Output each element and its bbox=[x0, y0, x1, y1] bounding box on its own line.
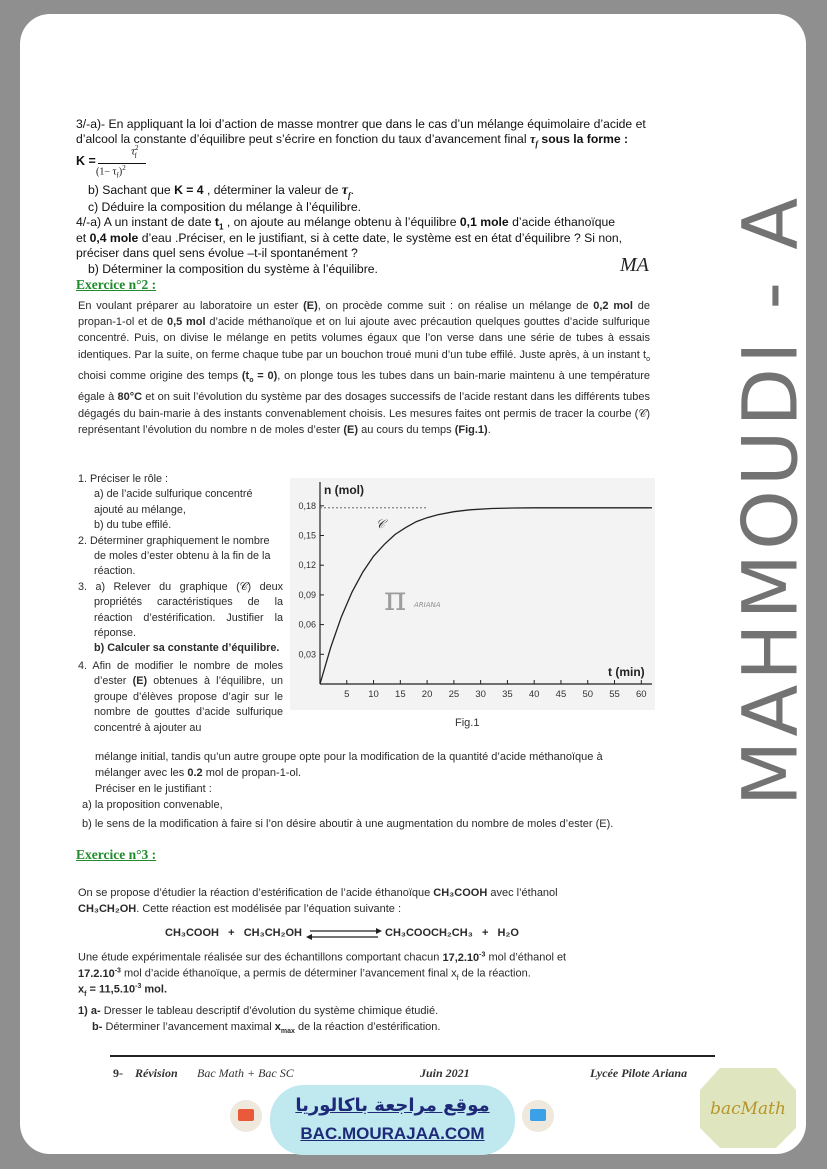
q4-justify: Préciser en le justifiant : bbox=[95, 783, 212, 795]
bacmath-badge-icon bbox=[698, 1066, 798, 1150]
q3b: b) Calculer sa constante d’équilibre. bbox=[94, 642, 280, 655]
footer-revision: Révision bbox=[135, 1066, 178, 1080]
x-tick-label: 25 bbox=[448, 689, 460, 700]
x-tick-label: 10 bbox=[368, 689, 379, 700]
k-numerator: $\tau^2_f$ bbox=[131, 144, 139, 160]
right-logo-icon bbox=[522, 1100, 554, 1132]
q1a: a) de l’acide sulfurique concentré ajouté au mélange, bbox=[94, 488, 253, 516]
exercise3-title: Exercice n°3 : bbox=[76, 847, 157, 862]
figure-label: Fig.1 bbox=[455, 717, 480, 729]
ex3-line2: CH₃CH₂OH. Cette réaction est modélisée par l’équation suivante : bbox=[78, 903, 402, 915]
k-denominator: $(1- \tau_f)^2$ bbox=[96, 164, 126, 180]
x-tick-label: 5 bbox=[344, 689, 350, 700]
q1b: b) du tube effilé. bbox=[94, 519, 172, 532]
q3a-line2: d’alcool la constante d’équilibre peut s’écrire en fonction du taux d’avancement final $\tau_f$ sous la forme : bbox=[76, 132, 629, 149]
ex3-line5: $x_f = 11,5.10^{-3}$ mol. bbox=[78, 983, 168, 998]
footer-line bbox=[110, 1055, 715, 1057]
q3a: 3. a) Relever du graphique (𝒞) deux propriétés caractéristiques de la réaction d’estérification. Justifier la réponse. bbox=[78, 580, 283, 640]
q4-continue-2: mélanger avec les 0.2 mol de propan-1-ol. bbox=[95, 767, 302, 779]
k-formula: K = bbox=[76, 154, 96, 168]
curve-label: 𝒞 bbox=[376, 517, 385, 531]
y-tick-label: 0,12 bbox=[298, 560, 316, 571]
y-tick-label: 0,03 bbox=[298, 649, 316, 660]
equation-right: CH₃COOCH₂CH₃ + H₂O bbox=[385, 927, 519, 939]
y-axis-label: n (mol) bbox=[324, 483, 364, 497]
exercise2-questions bbox=[78, 472, 283, 736]
signature-logo: MA bbox=[620, 254, 649, 276]
exercise2-title: Exercice n°2 : bbox=[76, 277, 157, 292]
y-tick-label: 0,09 bbox=[298, 589, 316, 600]
exercise2-paragraph: En voulant préparer au laboratoire un ester (E), on procède comme suit : on réalise un mélange de 0,2 mol de propan-1-ol et de 0,5 mol d’acide méthanoïque et on lui ajoute avec précaution quelques gouttes d’acide sulfurique concentré. Puis, on divise le mélange en petits volumes égaux que l’on verse dans une série de tubes à essais identiques. Par la suite, on ferme chaque tube par un bouchon troué muni d’un tube effilé. Juste après, à un instant $t_o$ choisi comme origine des temps $(t_o = 0)$, on plonge tous les tubes dans un bain-marie maintenu à une température égale à 80°C et on suit l’évolution du système par des dosages successifs de l’acide restant dans les différents tubes dégagés du bain-marie à des instants convenablement choisis. Les mesures faites ont permis de tracer la courbe (𝒞) représentant l’évolution du nombre n de moles d’ester (E) au cours du temps (Fig.1). bbox=[78, 300, 650, 436]
x-tick-label: 60 bbox=[636, 689, 647, 700]
left-logo-icon bbox=[230, 1100, 262, 1132]
q4a-line2: et 0,4 mole d’eau .Préciser, en le justifiant, si à cette date, le système est en état d’équilibre ? Si non, bbox=[76, 231, 623, 245]
footer-page-number: 9- bbox=[113, 1066, 123, 1080]
stamp-text: ARIANA bbox=[414, 601, 441, 609]
q3a-line1: 3/-a)- En appliquant la loi d’action de masse montrer que dans le cas d’un mélange équimolaire d’acide et bbox=[76, 117, 646, 131]
x-tick-label: 35 bbox=[502, 689, 513, 700]
ex3-q1a: 1) a- Dresser le tableau descriptif d’évolution du système chimique étudié. bbox=[78, 1005, 439, 1017]
equation-left: CH₃COOH + CH₃CH₂OH bbox=[165, 927, 302, 939]
q1: 1. Préciser le rôle : bbox=[78, 473, 169, 485]
q4b: b) le sens de la modification à faire si l’on désire aboutir à une augmentation du nombre de moles d’ester (E). bbox=[82, 818, 614, 830]
chart-background bbox=[290, 478, 655, 710]
q4-start: 4. Afin de modifier le nombre de moles d’ester (E) obtenues à l’équilibre, un groupe d’élèves propose d’agir sur le nombre de gouttes d’acide sulfurique concentré à ajouter au bbox=[78, 659, 284, 734]
ester-curve-chart bbox=[290, 478, 655, 710]
q3b: b) Sachant que K = 4 , déterminer la valeur de $\tau_f$. bbox=[88, 183, 355, 200]
q4a: a) la proposition convenable, bbox=[82, 799, 223, 811]
q4a-line3: préciser dans quel sens évolue –t-il spontanément ? bbox=[76, 246, 358, 260]
footer-school: Lycée Pilote Ariana bbox=[590, 1066, 688, 1080]
q4a-line1: 4/-a) A un instant de date $t_1$ , on ajoute au mélange obtenu à l’équilibre 0,1 mole d’acide éthanoïque bbox=[76, 215, 616, 232]
pi-stamp-icon: π bbox=[384, 579, 407, 619]
x-tick-label: 15 bbox=[395, 689, 406, 700]
y-tick-label: 0,18 bbox=[298, 500, 316, 511]
x-tick-label: 45 bbox=[555, 689, 567, 700]
watermark-text: MAHMOUDI - A bbox=[725, 193, 815, 807]
equilibrium-arrows-icon bbox=[306, 927, 382, 941]
q2: 2. Déterminer graphiquement le nombre de moles d’ester obtenu à la fin de la réaction. bbox=[78, 534, 271, 578]
footer-bac: Bac Math + Bac SC bbox=[197, 1066, 294, 1080]
x-tick-label: 20 bbox=[421, 689, 433, 700]
q4-continue-1: mélange initial, tandis qu’un autre groupe opte pour la modification de la quantité d’acide méthanoïque à bbox=[95, 751, 603, 763]
ex3-line3: Une étude expérimentale réalisée sur des échantillons comportant chacun $17,2.10^{-3}$ mol d’éthanol et bbox=[78, 951, 567, 964]
x-tick-label: 50 bbox=[582, 689, 594, 700]
x-tick-label: 30 bbox=[475, 689, 486, 700]
vertical-watermark bbox=[725, 95, 815, 905]
x-axis-label: t (min) bbox=[608, 665, 645, 679]
banner-url-link[interactable]: BAC.MOURAJAA.COM bbox=[300, 1124, 485, 1143]
y-tick-label: 0,06 bbox=[298, 619, 316, 630]
q4b: b) Déterminer la composition du système à l’équilibre. bbox=[88, 262, 378, 276]
badge-text: bacMath bbox=[710, 1099, 786, 1119]
ex3-q1b: b- Déterminer l’avancement maximal $x_{max}$ de la réaction d’estérification. bbox=[92, 1021, 441, 1036]
x-tick-label: 55 bbox=[609, 689, 620, 700]
footer-date: Juin 2021 bbox=[420, 1066, 470, 1080]
x-tick-label: 40 bbox=[528, 689, 540, 700]
ex3-line1: On se propose d’étudier la réaction d’estérification de l’acide éthanoïque CH₃COOH avec l’éthanol bbox=[78, 887, 558, 899]
site-banner[interactable] bbox=[270, 1085, 515, 1155]
y-tick-label: 0,15 bbox=[298, 530, 316, 541]
ex3-line4: $17.2.10^{-3}$ mol d’acide éthanoïque, a permis de déterminer l’avancement final $x_f$ de la réaction. bbox=[78, 967, 531, 982]
q3c: c) Déduire la composition du mélange à l’équilibre. bbox=[88, 200, 362, 214]
banner-arabic-text[interactable]: موقع مراجعة باكالوريا bbox=[295, 1095, 490, 1116]
